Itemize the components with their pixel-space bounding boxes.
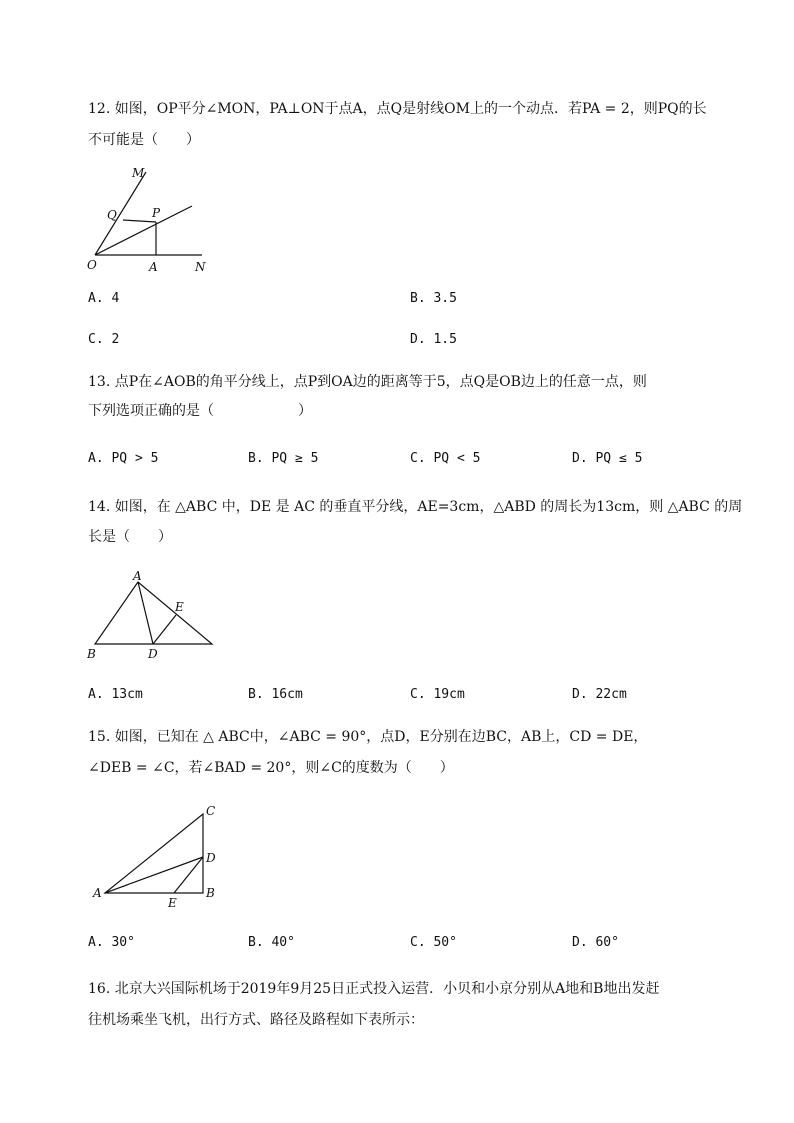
q14-figure xyxy=(80,568,230,663)
label-d: D xyxy=(206,851,216,865)
triangle-abc xyxy=(105,814,203,893)
q14-option-d: D. 22cm xyxy=(572,687,627,702)
q16-text-line1: 16. 北京大兴国际机场于2019年9月25日正式投入运营．小贝和小京分别从A地和B地出发赶 xyxy=(88,981,660,997)
q14-text-line2: 长是（ ） xyxy=(88,529,172,545)
q13-text-line1: 13. 点P在∠AOB的角平分线上，点P到OA边的距离等于5，点Q是OB边上的任意一点，则 xyxy=(88,374,647,390)
label-d: D xyxy=(148,647,158,661)
q12-option-b: B. 3.5 xyxy=(410,291,457,306)
label-b: B xyxy=(206,886,215,900)
label-c: C xyxy=(206,804,216,818)
q12-option-a: A. 4 xyxy=(88,291,120,306)
q14-option-b: B. 16cm xyxy=(248,687,303,702)
q12-text-line2: 不可能是（ ） xyxy=(88,132,200,148)
q13-text-line2: 下列选项正确的是（ ） xyxy=(88,403,312,419)
q15-figure xyxy=(88,800,228,912)
label-m: M xyxy=(132,166,145,180)
label-a: A xyxy=(133,569,142,583)
label-a: A xyxy=(149,260,158,274)
label-b: B xyxy=(87,647,96,661)
segment-pq xyxy=(123,220,156,222)
segment-de xyxy=(153,615,176,644)
label-o: O xyxy=(87,258,97,272)
q13-option-a: A. PQ > 5 xyxy=(88,451,159,466)
q14-text-line1: 14. 如图，在 △ABC 中，DE 是 AC 的垂直平分线，AE=3cm，△ABD 的周长为13cm，则 △ABC 的周 xyxy=(88,499,743,515)
q13-option-c: C. PQ < 5 xyxy=(410,451,481,466)
q15-option-c: C. 50° xyxy=(410,935,457,950)
q15-option-d: D. 60° xyxy=(572,935,619,950)
q13-option-d: D. PQ ≤ 5 xyxy=(572,451,643,466)
label-n: N xyxy=(195,260,206,274)
label-e: E xyxy=(175,600,184,614)
q12-option-d: D. 1.5 xyxy=(410,332,457,347)
label-q: Q xyxy=(107,208,117,222)
q12-option-c: C. 2 xyxy=(88,332,120,347)
q13-option-b: B. PQ ≥ 5 xyxy=(248,451,319,466)
label-e: E xyxy=(168,896,177,910)
triangle-abc xyxy=(95,582,212,644)
q14-option-c: C. 19cm xyxy=(410,687,465,702)
q15-option-a: A. 30° xyxy=(88,935,135,950)
q14-option-a: A. 13cm xyxy=(88,687,143,702)
q15-option-b: B. 40° xyxy=(248,935,295,950)
segment-ad xyxy=(138,582,153,644)
q12-figure xyxy=(80,165,220,277)
q16-text-line2: 往机场乘坐飞机，出行方式、路径及路程如下表所示： xyxy=(88,1012,424,1028)
label-p: P xyxy=(152,206,161,220)
q12-text-line1: 12. 如图，OP平分∠MON，PA⊥ON于点A，点Q是射线OM上的一个动点．若PA = 2，则PQ的长 xyxy=(88,101,707,117)
label-a: A xyxy=(93,886,102,900)
q15-text-line1: 15. 如图，已知在 △ ABC中，∠ABC = 90°，点D，E分别在边BC，AB上，CD = DE， xyxy=(88,729,648,745)
q15-text-line2: ∠DEB = ∠C，若∠BAD = 20°，则∠C的度数为（ ） xyxy=(88,760,454,776)
